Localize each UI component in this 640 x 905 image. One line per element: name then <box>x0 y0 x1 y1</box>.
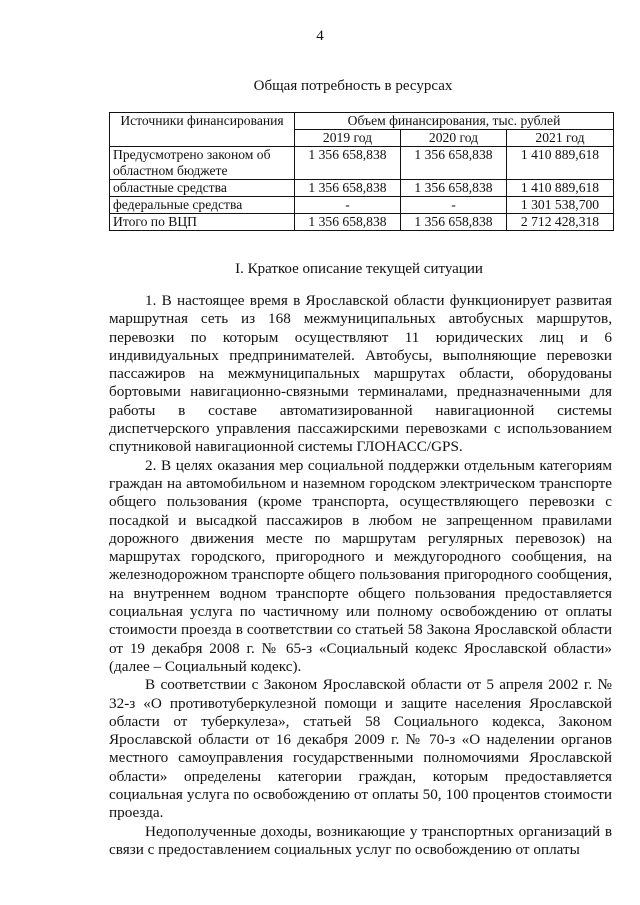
row-source: Предусмотрено законом об областном бюджете <box>110 147 295 180</box>
row-source: областные средства <box>110 180 295 197</box>
row-value: 1 356 658,838 <box>401 147 507 180</box>
row-value: 1 356 658,838 <box>401 214 507 231</box>
row-source: Итого по ВЦП <box>110 214 295 231</box>
table-row <box>110 180 614 197</box>
row-value: 1 301 538,700 <box>507 197 614 214</box>
row-value: 1 356 658,838 <box>295 180 401 197</box>
body-text <box>109 292 612 859</box>
row-value: 1 356 658,838 <box>295 147 401 180</box>
paragraph: 1. В настоящее время в Ярославской области функционирует развитая маршрутная сеть из 168 межмуниципальных автобусных маршрутов, перевозки по которым осуществляют 11 юридических лиц и 6 индивидуальных предпринимателей. Автобусы, выполняющие перевозки пассажиров на межмуниципальных маршрутах области, оборудованы бортовыми навигационно-связными терминалами, предназначенными для работы в составе автоматизированной навигационной системы диспетчерского управления пассажирскими перевозками с использованием спутниковой навигационной системы ГЛОНАСС/GPS. <box>109 292 612 456</box>
header-year-2021: 2021 год <box>507 130 614 147</box>
table-header-row <box>110 113 614 130</box>
resources-table <box>109 112 614 231</box>
section-heading: I. Краткое описание текущей ситуации <box>235 261 483 277</box>
row-value: 2 712 428,318 <box>507 214 614 231</box>
row-value: - <box>401 197 507 214</box>
header-year-2020: 2020 год <box>401 130 507 147</box>
row-value: 1 356 658,838 <box>295 214 401 231</box>
header-sources: Источники финансирования <box>110 113 295 147</box>
table-row <box>110 214 614 231</box>
paragraph: 2. В целях оказания мер социальной поддержки отдельным категориям граждан на автомобильном и наземном городском электрическом транспорте общего пользования (кроме транспорта, осуществляющего перевозки с посадкой и высадкой пассажиров в любом не запрещенном правилами дорожного движения месте по маршрутам регулярных перевозок) на маршрутах городского, пригородного и междугородного сообщения, на железнодорожном транспорте общего пользования пригородного сообщения, на внутреннем водном транспорте общего пользования предоставляется социальная услуга по частичному или полному освобождению от оплаты стоимости проезда в соответствии со статьей 58 Закона Ярославской области от 19 декабря 2008 г. № 65-з «Социальный кодекс Ярославской области» (далее – Социальный кодекс). <box>109 456 612 675</box>
table-row <box>110 147 614 180</box>
table-row <box>110 197 614 214</box>
header-year-2019: 2019 год <box>295 130 401 147</box>
header-volume: Объем финансирования, тыс. рублей <box>295 113 614 130</box>
row-value: 1 356 658,838 <box>401 180 507 197</box>
table-title: Общая потребность в ресурсах <box>253 78 453 94</box>
page-number: 4 <box>316 28 324 44</box>
row-value: 1 410 889,618 <box>507 180 614 197</box>
row-value: - <box>295 197 401 214</box>
row-value: 1 410 889,618 <box>507 147 614 180</box>
paragraph: Недополученные доходы, возникающие у транспортных организаций в связи с предоставлением социальных услуг по освобождению от оплаты <box>109 822 612 858</box>
paragraph: В соответствии с Законом Ярославской области от 5 апреля 2002 г. № 32-з «О противотуберкулезной помощи и защите населения Ярославской области от туберкулеза», статьей 58 Социального кодекса, Законом Ярославской области от 16 декабря 2009 г. № 70-з «О наделении органов местного самоуправления государственными полномочиями Ярославской области» определены категории граждан, которым предоставляется социальная услуга по освобождению от оплаты 50, 100 процентов стоимости проезда. <box>109 676 612 822</box>
row-source: федеральные средства <box>110 197 295 214</box>
